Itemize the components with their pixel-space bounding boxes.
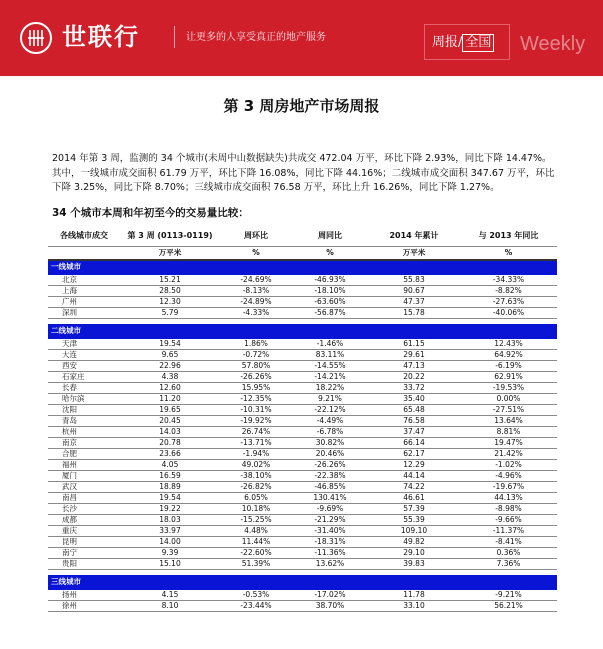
table-cell: 11.78 (368, 589, 460, 600)
table-cell: 39.83 (368, 558, 460, 569)
column-unit: 万平米 (368, 246, 460, 260)
city-name: 重庆 (48, 525, 120, 536)
table-cell: 20.45 (120, 415, 220, 426)
column-unit: % (460, 246, 557, 260)
table-cell: 55.39 (368, 514, 460, 525)
table-row (48, 514, 557, 525)
table-row (48, 338, 557, 349)
table-cell: 20.46% (292, 448, 368, 459)
table-cell: -26.82% (220, 481, 292, 492)
report-type-tag (432, 34, 494, 52)
city-name: 徐州 (48, 600, 120, 611)
city-name: 扬州 (48, 589, 120, 600)
table-cell: -8.41% (460, 536, 557, 547)
table-row (48, 437, 557, 448)
table-row (48, 393, 557, 404)
table-cell: 64.92% (460, 349, 557, 360)
table-cell: -10.31% (220, 404, 292, 415)
table-row (48, 296, 557, 307)
table-cell: -8.98% (460, 503, 557, 514)
table-row (48, 307, 557, 318)
table-cell: 37.47 (368, 426, 460, 437)
table-cell: 12.43% (460, 338, 557, 349)
summary-paragraph: 2014 年第 3 周，监测的 34 个城市(未周中山数据缺失)共成交 472.04 万平，环比下降 2.93%，同比下降 14.47%。其中，一线城市成交面积 61.79 万平，环比下降 16.08%，同比下降 44.16%；二线城市成交面积 347.67 万平，环比下降 3.25%，同比下降 8.70%；三线城市成交面积 76.58 万平，环比上升 16.26%，同比下降 1.27%。 (52, 153, 555, 193)
table-cell: 4.38 (120, 371, 220, 382)
table-row (48, 360, 557, 371)
table-cell: 26.74% (220, 426, 292, 437)
table-cell: -0.72% (220, 349, 292, 360)
transaction-table (48, 226, 557, 612)
city-name: 广州 (48, 296, 120, 307)
table-cell: -9.66% (460, 514, 557, 525)
table-row (48, 481, 557, 492)
table-row (48, 404, 557, 415)
column-header: 2014 年累计 (368, 226, 460, 246)
table-cell: -1.02% (460, 459, 557, 470)
table-cell: -8.82% (460, 285, 557, 296)
table-cell: -26.26% (220, 371, 292, 382)
table-cell: -8.13% (220, 285, 292, 296)
table-cell: -18.10% (292, 285, 368, 296)
table-cell: 33.10 (368, 600, 460, 611)
table-cell: -26.26% (292, 459, 368, 470)
table-cell: 12.29 (368, 459, 460, 470)
city-name: 北京 (48, 274, 120, 285)
table-cell: -34.33% (460, 274, 557, 285)
column-unit: 万平米 (120, 246, 220, 260)
table-cell: 15.21 (120, 274, 220, 285)
column-header: 各线城市成交 (48, 226, 120, 246)
table-cell: -4.49% (292, 415, 368, 426)
table-cell: -19.92% (220, 415, 292, 426)
table-row (48, 459, 557, 470)
city-name: 成都 (48, 514, 120, 525)
table-cell: -6.19% (460, 360, 557, 371)
table-cell: 19.22 (120, 503, 220, 514)
table-cell: -24.89% (220, 296, 292, 307)
table-cell: 4.05 (120, 459, 220, 470)
table-cell: 9.21% (292, 393, 368, 404)
city-name: 合肥 (48, 448, 120, 459)
city-name: 南京 (48, 437, 120, 448)
table-cell: 33.72 (368, 382, 460, 393)
table-cell: 0.36% (460, 547, 557, 558)
table-cell: 44.14 (368, 470, 460, 481)
logo-icon (20, 22, 52, 54)
table-cell: 66.14 (368, 437, 460, 448)
table-cell: -23.44% (220, 600, 292, 611)
table-cell: 29.10 (368, 547, 460, 558)
table-cell: -11.37% (460, 525, 557, 536)
table-cell: 38.70% (292, 600, 368, 611)
city-tier-header (48, 324, 557, 338)
table-cell: 35.40 (368, 393, 460, 404)
city-tier-header (48, 260, 557, 274)
city-name: 青岛 (48, 415, 120, 426)
table-cell: -63.60% (292, 296, 368, 307)
column-header: 第 3 周 (0113-0119) (120, 226, 220, 246)
table-cell: -4.33% (220, 307, 292, 318)
table-cell: 14.00 (120, 536, 220, 547)
table-row (48, 382, 557, 393)
table-cell: -24.69% (220, 274, 292, 285)
city-name: 深圳 (48, 307, 120, 318)
table-cell: 15.95% (220, 382, 292, 393)
table-cell: 9.65 (120, 349, 220, 360)
table-cell: 19.54 (120, 492, 220, 503)
table-cell: 57.39 (368, 503, 460, 514)
table-cell: -14.21% (292, 371, 368, 382)
table-cell: 18.22% (292, 382, 368, 393)
city-name: 福州 (48, 459, 120, 470)
table-cell: 55.83 (368, 274, 460, 285)
table-cell: -1.94% (220, 448, 292, 459)
table-cell: 5.79 (120, 307, 220, 318)
table-cell: 18.03 (120, 514, 220, 525)
table-cell: 15.10 (120, 558, 220, 569)
table-cell: -38.10% (220, 470, 292, 481)
table-cell: 130.41% (292, 492, 368, 503)
table-cell: -40.06% (460, 307, 557, 318)
city-name: 昆明 (48, 536, 120, 547)
city-tier-header (48, 575, 557, 589)
table-row (48, 525, 557, 536)
brand-slogan: 让更多的人享受真正的地产服务 (186, 32, 326, 43)
table-row (48, 589, 557, 600)
table-cell: 19.47% (460, 437, 557, 448)
table-cell: -56.87% (292, 307, 368, 318)
table-cell: 56.21% (460, 600, 557, 611)
table-cell: 19.54 (120, 338, 220, 349)
table-cell: -46.85% (292, 481, 368, 492)
table-cell: 15.78 (368, 307, 460, 318)
table-cell: -4.96% (460, 470, 557, 481)
table-cell: 61.15 (368, 338, 460, 349)
table-cell: 51.39% (220, 558, 292, 569)
table-cell: -15.25% (220, 514, 292, 525)
table-cell: -9.21% (460, 589, 557, 600)
table-cell: 83.11% (292, 349, 368, 360)
table-cell: 20.22 (368, 371, 460, 382)
table-row (48, 274, 557, 285)
city-name: 石家庄 (48, 371, 120, 382)
report-scope: 全国 (462, 34, 494, 52)
weekly-label: Weekly (520, 33, 586, 55)
table-cell: 11.44% (220, 536, 292, 547)
table-cell: -19.67% (460, 481, 557, 492)
table-cell: 8.10 (120, 600, 220, 611)
table-row (48, 349, 557, 360)
table-cell: 47.37 (368, 296, 460, 307)
city-name: 杭州 (48, 426, 120, 437)
table-header-row (48, 226, 557, 246)
table-cell: 21.42% (460, 448, 557, 459)
table-caption: 34 个城市本周和年初至今的交易量比较： (52, 207, 249, 219)
city-name: 大连 (48, 349, 120, 360)
table-row (48, 547, 557, 558)
table-cell: 46.61 (368, 492, 460, 503)
table-cell: 74.22 (368, 481, 460, 492)
table-cell: 16.59 (120, 470, 220, 481)
city-name: 贵阳 (48, 558, 120, 569)
table-row (48, 371, 557, 382)
column-header: 与 2013 年同比 (460, 226, 557, 246)
city-name: 西安 (48, 360, 120, 371)
table-row (48, 536, 557, 547)
page-title: 第 3 周房地产市场周报 (223, 97, 380, 115)
table-cell: 47.13 (368, 360, 460, 371)
city-name: 哈尔滨 (48, 393, 120, 404)
table-cell: 11.20 (120, 393, 220, 404)
table-cell: 49.02% (220, 459, 292, 470)
table-cell: -11.36% (292, 547, 368, 558)
city-tier-label: 一线城市 (48, 260, 557, 274)
table-row (48, 448, 557, 459)
table-row (48, 503, 557, 514)
table-cell: 62.17 (368, 448, 460, 459)
table-cell: 12.60 (120, 382, 220, 393)
table-unit-row (48, 246, 557, 260)
table-cell: -18.31% (292, 536, 368, 547)
table-cell: -31.40% (292, 525, 368, 536)
table-cell: 0.00% (460, 393, 557, 404)
table-row (48, 558, 557, 569)
table-cell: 57.80% (220, 360, 292, 371)
table-row (48, 415, 557, 426)
table-row (48, 285, 557, 296)
table-cell: 14.03 (120, 426, 220, 437)
table-cell: -6.78% (292, 426, 368, 437)
city-name: 沈阳 (48, 404, 120, 415)
table-row (48, 470, 557, 481)
table-cell: 1.86% (220, 338, 292, 349)
table-cell: -22.38% (292, 470, 368, 481)
column-header: 周同比 (292, 226, 368, 246)
table-cell: 90.67 (368, 285, 460, 296)
table-cell: 4.15 (120, 589, 220, 600)
report-header (0, 0, 603, 76)
table-cell: -0.53% (220, 589, 292, 600)
header-divider (174, 26, 175, 48)
report-type-prefix: 周报/ (432, 35, 463, 50)
city-name: 长沙 (48, 503, 120, 514)
table-cell: 49.82 (368, 536, 460, 547)
column-unit: % (220, 246, 292, 260)
column-header: 周环比 (220, 226, 292, 246)
table-row (48, 426, 557, 437)
table-cell: 6.05% (220, 492, 292, 503)
table-cell: 19.65 (120, 404, 220, 415)
table-cell: 76.58 (368, 415, 460, 426)
column-unit (48, 246, 120, 260)
table-row (48, 600, 557, 611)
table-cell: 109.10 (368, 525, 460, 536)
table-cell: 4.48% (220, 525, 292, 536)
table-cell: 10.18% (220, 503, 292, 514)
city-name: 南昌 (48, 492, 120, 503)
table-cell: -21.29% (292, 514, 368, 525)
table-cell: 18.89 (120, 481, 220, 492)
table-cell: 33.97 (120, 525, 220, 536)
table-cell: -46.93% (292, 274, 368, 285)
table-cell: 7.36% (460, 558, 557, 569)
table-cell: -27.51% (460, 404, 557, 415)
table-cell: -19.53% (460, 382, 557, 393)
table-cell: -1.46% (292, 338, 368, 349)
table-cell: 8.81% (460, 426, 557, 437)
table-cell: 65.48 (368, 404, 460, 415)
table-cell: -13.71% (220, 437, 292, 448)
column-unit: % (292, 246, 368, 260)
table-cell: 62.91% (460, 371, 557, 382)
table-cell: 30.82% (292, 437, 368, 448)
brand-name: 世联行 (62, 23, 140, 51)
city-name: 天津 (48, 338, 120, 349)
table-cell: 13.64% (460, 415, 557, 426)
table-cell: 13.62% (292, 558, 368, 569)
city-name: 上海 (48, 285, 120, 296)
table-cell: 9.39 (120, 547, 220, 558)
table-cell: -17.02% (292, 589, 368, 600)
table-cell: 20.78 (120, 437, 220, 448)
table-cell: 28.50 (120, 285, 220, 296)
table-cell: 29.61 (368, 349, 460, 360)
city-name: 厦门 (48, 470, 120, 481)
table-cell: -22.12% (292, 404, 368, 415)
table-row (48, 492, 557, 503)
city-name: 长春 (48, 382, 120, 393)
table-cell: -27.63% (460, 296, 557, 307)
table-cell: 22.96 (120, 360, 220, 371)
table-cell: 23.66 (120, 448, 220, 459)
city-tier-label: 二线城市 (48, 324, 557, 338)
table-cell: 44.13% (460, 492, 557, 503)
table-cell: -22.60% (220, 547, 292, 558)
city-name: 武汉 (48, 481, 120, 492)
city-tier-label: 三线城市 (48, 575, 557, 589)
table-cell: 12.30 (120, 296, 220, 307)
table-cell: -14.55% (292, 360, 368, 371)
table-cell: -12.35% (220, 393, 292, 404)
table-cell: -9.69% (292, 503, 368, 514)
city-name: 南宁 (48, 547, 120, 558)
